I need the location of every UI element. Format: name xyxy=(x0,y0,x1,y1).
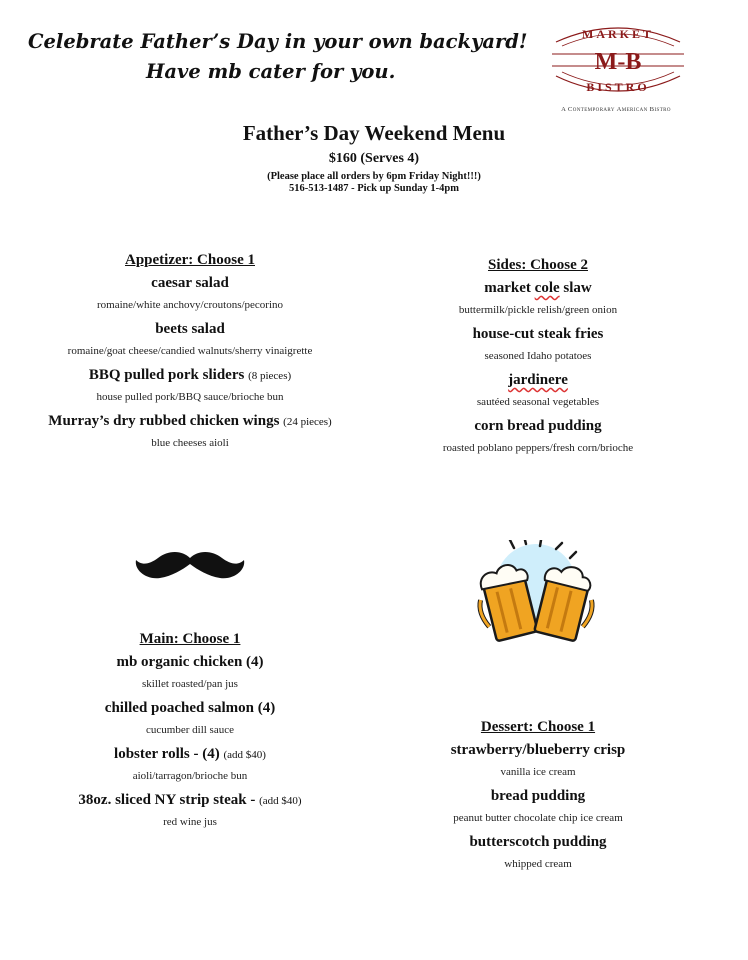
appetizer-section xyxy=(10,249,370,455)
menu-item-name: Murray’s dry rubbed chicken wings (24 pieces) xyxy=(48,413,332,429)
market-bistro-logo xyxy=(548,20,688,100)
dessert-heading: Dessert: Choose 1 xyxy=(480,719,596,735)
menu-item-name: lobster rolls - (4) (add $40) xyxy=(114,746,266,762)
main-heading: Main: Choose 1 xyxy=(139,631,241,647)
menu-item-upcharge: (add $40) xyxy=(223,749,266,761)
menu-item-description: blue cheeses aioli xyxy=(151,437,229,449)
menu-item-name: market cole slaw xyxy=(484,280,592,296)
menu-item-description: sautéed seasonal vegetables xyxy=(476,396,600,408)
beer-mugs-icon xyxy=(474,540,598,646)
menu-item-name: house-cut steak fries xyxy=(472,326,604,342)
menu-item-name: bread pudding xyxy=(490,788,586,804)
logo-tagline: A Contemporary American Bistro xyxy=(561,106,671,113)
logo-top-word: MARKET xyxy=(582,27,654,41)
sides-section xyxy=(358,254,718,460)
menu-item-description: red wine jus xyxy=(163,816,217,828)
menu-item-name: mb organic chicken (4) xyxy=(116,654,264,670)
menu-price: $160 (Serves 4) xyxy=(328,151,420,166)
menu-item-name: chilled poached salmon (4) xyxy=(104,700,276,716)
menu-item-description: peanut butter chocolate chip ice cream xyxy=(453,812,623,824)
page-title: Father’s Day Weekend Menu xyxy=(242,121,506,145)
menu-item-description: seasoned Idaho potatoes xyxy=(484,350,592,362)
promo-line-2: Have mb cater for you. xyxy=(146,60,396,83)
menu-item-description: romaine/white anchovy/croutons/pecorino xyxy=(96,299,284,311)
mustache-icon xyxy=(134,548,246,584)
logo-initials: M-B xyxy=(594,49,642,75)
menu-item-name: jardinere xyxy=(508,372,568,388)
menu-item-name: strawberry/blueberry crisp xyxy=(450,742,626,758)
sides-heading: Sides: Choose 2 xyxy=(487,257,588,273)
menu-item-upcharge: (add $40) xyxy=(259,795,302,807)
menu-item-description: cucumber dill sauce xyxy=(146,724,234,736)
menu-item-description: buttermilk/pickle relish/green onion xyxy=(458,304,618,316)
order-deadline-note: (Please place all orders by 6pm Friday Night!!!) xyxy=(267,171,481,182)
menu-item-quantity: (24 pieces) xyxy=(283,416,332,428)
menu-item-name: BBQ pulled pork sliders (8 pieces) xyxy=(88,367,292,383)
menu-item-name: caesar salad xyxy=(151,275,229,291)
menu-item-name: 38oz. sliced NY strip steak - (add $40) xyxy=(78,792,302,808)
promo-line-1: Celebrate Father’s Day in your own backyard! xyxy=(28,30,528,53)
logo-bottom-word: BISTRO xyxy=(586,80,650,94)
menu-item-quantity: (8 pieces) xyxy=(248,370,292,382)
main-section xyxy=(10,628,370,834)
menu-item-description: vanilla ice cream xyxy=(500,766,576,778)
menu-item-description: house pulled pork/BBQ sauce/brioche bun xyxy=(96,391,284,403)
menu-item-name: corn bread pudding xyxy=(474,418,602,434)
menu-item-description: aioli/tarragon/brioche bun xyxy=(132,770,248,782)
contact-pickup-info: 516-513-1487 - Pick up Sunday 1-4pm xyxy=(288,183,460,194)
menu-item-description: whipped cream xyxy=(504,858,572,870)
dessert-section xyxy=(358,716,718,876)
menu-item-name: beets salad xyxy=(155,321,225,337)
menu-item-description: romaine/goat cheese/candied walnuts/sherry vinaigrette xyxy=(67,345,313,357)
menu-item-description: skillet roasted/pan jus xyxy=(142,678,238,690)
menu-item-name: butterscotch pudding xyxy=(469,834,607,850)
menu-item-description: roasted poblano peppers/fresh corn/brioche xyxy=(442,442,634,454)
appetizer-heading: Appetizer: Choose 1 xyxy=(125,252,255,268)
